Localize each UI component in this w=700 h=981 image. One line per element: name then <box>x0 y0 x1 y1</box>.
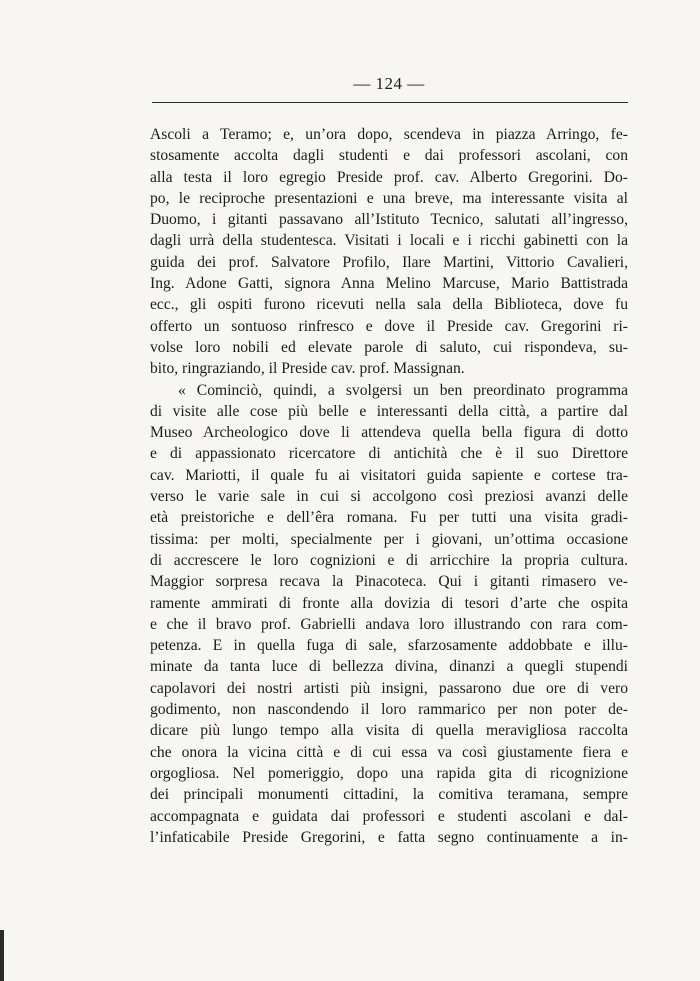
text-line: ecc., gli ospiti furono ricevuti nella sala della Biblioteca, dove fu <box>150 296 628 314</box>
body-text <box>150 124 628 848</box>
text-line: Ing. Adone Gatti, signora Anna Melino Marcuse, Mario Battistrada <box>150 275 628 293</box>
text-line: età preistoriche e dell’êra romana. Fu per tutti una visita gradi- <box>150 509 628 527</box>
text-line: verso le varie sale in cui si accolgono così preziosi avanzi delle <box>150 488 628 506</box>
text-line: « Cominciò, quindi, a svolgersi un ben preordinato programma <box>178 381 628 399</box>
text-line: e di appassionato ricercatore di antichità che è il suo Direttore <box>150 445 628 463</box>
text-line: Maggior sorpresa recava la Pinacoteca. Qui i gitanti rimasero ve- <box>150 573 628 591</box>
text-line: godimento, non nascondendo il loro rammarico per non poter de- <box>150 701 628 719</box>
text-line: petenza. E in quella fuga di sale, sfarzosamente addobbate e illu- <box>150 637 628 655</box>
text-line: offerto un sontuoso rinfresco e dove il Preside cav. Gregorini ri- <box>150 317 628 335</box>
text-line: ramente ammirati di fronte alla dovizia di tesori d’arte che ospita <box>150 594 628 612</box>
text-line: di accrescere le loro cognizioni e di arricchire la propria cultura. <box>150 551 628 569</box>
text-line: stosamente accolta dagli studenti e dai professori ascolani, con <box>150 147 628 165</box>
text-line: Duomo, i gitanti passavano all’Istituto Tecnico, salutati all’ingresso, <box>150 211 628 229</box>
text-line: guida dei prof. Salvatore Profilo, Ilare Martini, Vittorio Cavalieri, <box>150 253 628 271</box>
text-line: cav. Mariotti, il quale fu ai visitatori guida sapiente e cortese tra- <box>150 466 628 484</box>
text-line: dei principali monumenti cittadini, la comitiva teramana, sempre <box>150 786 628 804</box>
text-line: di visite alle cose più belle e interessanti della città, a partire dal <box>150 402 628 420</box>
page-number: — 124 — <box>353 74 425 93</box>
text-line: Museo Archeologico dove li attendeva quella bella figura di dotto <box>150 424 628 442</box>
text-line: dicare più lungo tempo alla visita di quella meravigliosa raccolta <box>150 722 628 740</box>
text-line: Ascoli a Teramo; e, un’ora dopo, scendeva in piazza Arringo, fe- <box>150 126 628 143</box>
text-line: po, le reciproche presentazioni e una breve, ma interessante visita al <box>150 189 628 207</box>
text-line: accompagnata e guidata dai professori e studenti ascolani e dal- <box>150 807 628 825</box>
text-line: bito, ringraziando, il Preside cav. prof. Massignan. <box>150 360 465 378</box>
text-line: minate da tanta luce di bellezza divina, dinanzi a quegli stupendi <box>150 658 628 676</box>
text-line: dagli urrà della studentesca. Visitati i locali e i ricchi gabinetti con la <box>150 232 628 250</box>
text-line: alla testa il loro egregio Preside prof. cav. Alberto Gregorini. Do- <box>150 168 628 186</box>
text-line: orgogliosa. Nel pomeriggio, dopo una rapida gita di ricognizione <box>150 764 628 782</box>
text-line: e che il bravo prof. Gabrielli andava loro illustrando con rara com- <box>150 615 628 633</box>
text-line: l’infaticabile Preside Gregorini, e fatta segno continuamente a in- <box>150 828 628 846</box>
text-line: tissima: per molti, specialmente per i giovani, un’ottima occasione <box>150 530 628 548</box>
scan-edge-mark <box>0 930 4 981</box>
header-rule <box>152 102 628 103</box>
text-line: capolavori dei nostri artisti più insigni, passarono due ore di vero <box>150 679 628 697</box>
text-line: volse loro nobili ed elevate parole di saluto, cui rispondeva, su- <box>150 338 628 356</box>
text-line: che onora la vicina città e di cui essa va così giustamente fiera e <box>150 743 628 761</box>
